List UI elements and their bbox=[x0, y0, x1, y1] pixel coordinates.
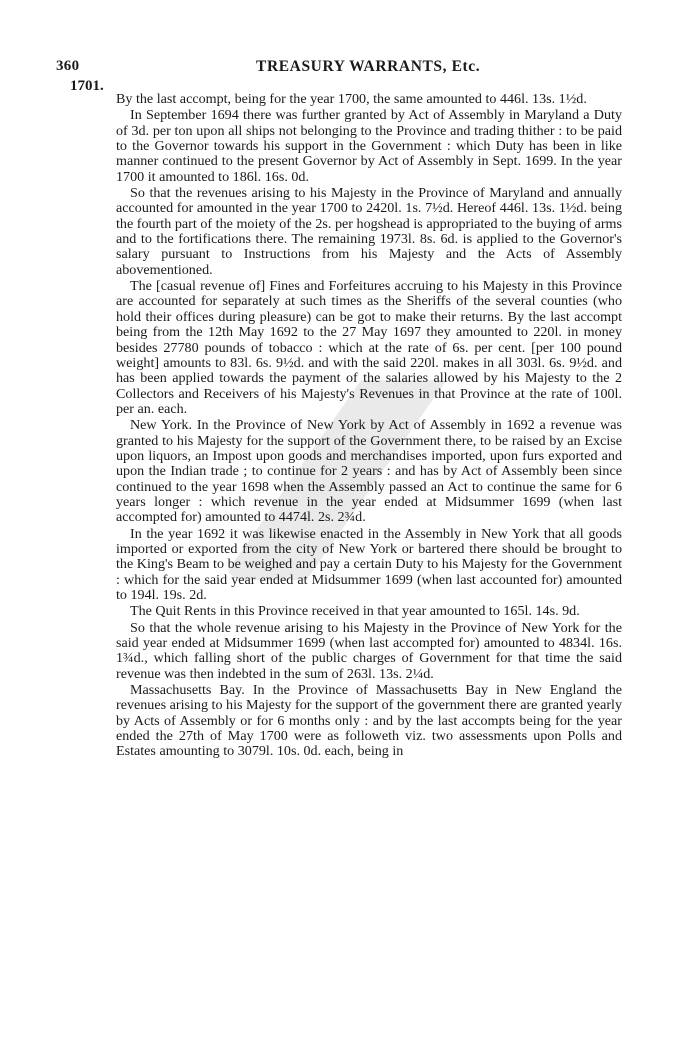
paragraph: So that the whole revenue arising to his Majesty in the Province of New York for the said year ended at Midsummer 1699 (when last accompted for) amounted to 4834l. 16s. 1¾d., which falling short of the public charges of Government for that time the said revenue was then indebted in the sum of 263l. 13s. 2¼d. bbox=[116, 619, 622, 682]
body-text bbox=[116, 92, 622, 761]
paragraph: By the last accompt, being for the year 1700, the same amounted to 446l. 13s. 1½d. bbox=[116, 91, 587, 107]
margin-year: 1701. bbox=[70, 78, 104, 94]
paragraph: Massachusetts Bay. In the Province of Massachusetts Bay in New England the revenues arising to his Majesty for the support of the government there are granted yearly by Acts of Assembly or for 6 months only : and by the last accompts being for the year ended the 27th of May 1700 were as followeth viz. two assessments upon Polls and Estates amounting to 3079l. 10s. 0d. each, being in bbox=[116, 682, 622, 760]
paragraph: The Quit Rents in this Province received in that year amounted to 165l. 14s. 9d. bbox=[130, 603, 580, 620]
page-header bbox=[0, 58, 674, 78]
paragraph: So that the revenues arising to his Majesty in the Province of Maryland and annually accounted for amounted in the year 1700 to 2420l. 1s. 7½d. Hereof 446l. 13s. 1½d. being the fourth part of the moiety of the 2s. per hogshead is appropriated to the buying of arms and to the fortifications there. The remaining 1973l. 8s. 6d. is applied to the Governor's salary pursuant to Instructions from his Majesty and the Acts of Assembly abovementioned. bbox=[116, 185, 622, 278]
paragraph: In September 1694 there was further granted by Act of Assembly in Maryland a Duty of 3d. per ton upon all ships not belonging to the Province and trading thither : to be paid to the Governor towards his support in the Government : which Duty has been in like manner continued to the present Governor by Act of Assembly in Sept. 1699. In the year 1700 it amounted to 186l. 16s. 0d. bbox=[116, 107, 622, 185]
paragraph: New York. In the Province of New York by Act of Assembly in 1692 a revenue was granted to his Majesty for the support of the Government there, to be raised by an Excise upon liquors, an Impost upon goods and merchandises imported, upon furs exported and upon the Indian trade ; to continue for 2 years : and has by Act of Assembly been since continued to the year 1698 when the Assembly passed an Act to continue the same for 6 years longer : which revenue in the year ended at Midsummer 1699 (when last accompted for) amounted to 4474l. 2s. 2¾d. bbox=[116, 417, 622, 526]
paragraph: In the year 1692 it was likewise enacted in the Assembly in New York that all goods imported or exported from the city of New York or bartered there should be brought to the King's Beam to be weighed and pay a certain Duty to his Majesty for the Government : which for the said year ended at Midsummer 1699 (when last accounted for) amounted to 194l. 19s. 2d. bbox=[116, 525, 622, 603]
running-title: TREASURY WARRANTS, Etc. bbox=[256, 58, 481, 75]
paragraph: The [casual revenue of] Fines and Forfeitures accruing to his Majesty in this Province are accounted for separately at such times as the Sheriffs of the several counties (who hold their offices during pleasure) can be got to make their returns. By the last accompt being from the 12th May 1692 to the 27 May 1697 they amounted to 220l. in money besides 27780 pounds of tobacco : which at the rate of 6s. per cent. [per 100 pound weight] amounts to 83l. 6s. 9½d. and with the said 220l. makes in all 303l. 6s. 9½d. and has been applied towards the payment of the salaries allowed by his Majesty to the 2 Collectors and Receivers of his Majesty's Revenues in that Province at the rate of 100l. per an. each. bbox=[116, 278, 622, 417]
page-number: 360 bbox=[56, 58, 80, 74]
